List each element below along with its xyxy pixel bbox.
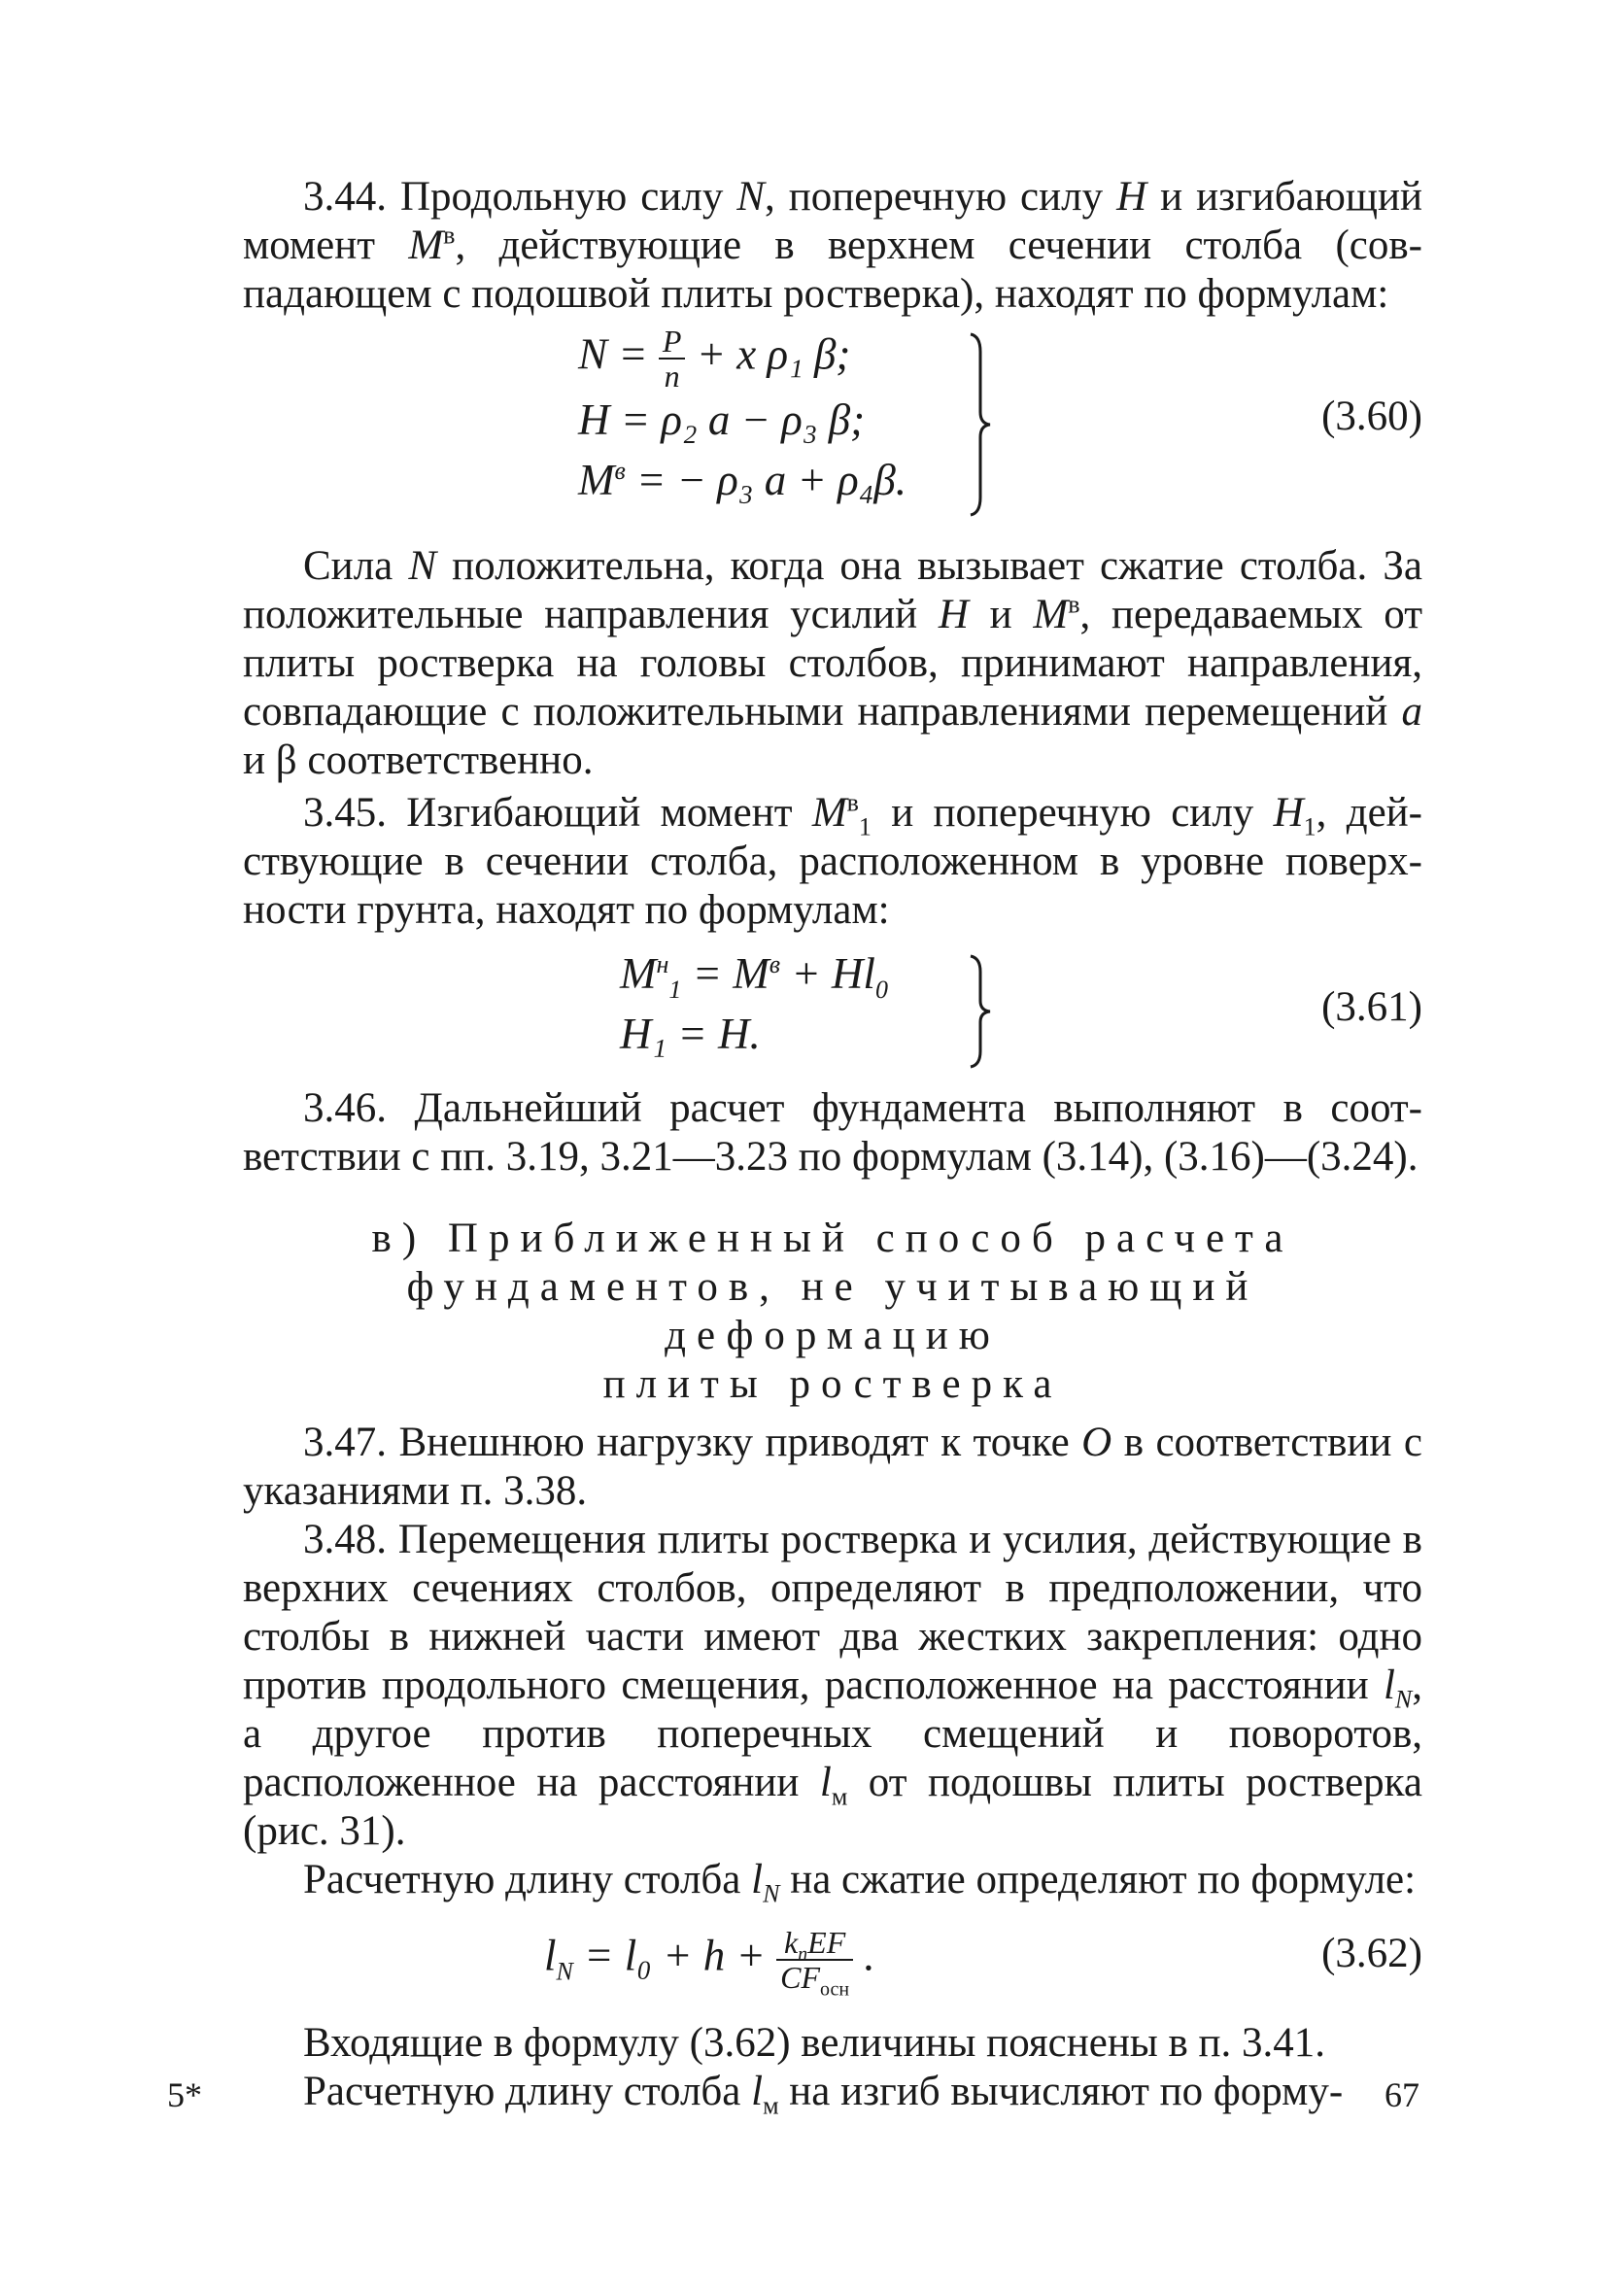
subscript: м bbox=[831, 1782, 848, 1811]
var-l: l bbox=[1383, 1662, 1395, 1708]
text-run: в соответствии с указаниями п. 3.38. bbox=[243, 1420, 1422, 1514]
equation-number: (3.61) bbox=[1321, 984, 1422, 1030]
equation-3-62 bbox=[243, 1912, 1422, 2019]
right-brace-icon bbox=[967, 954, 996, 1069]
signature-mark: 5* bbox=[167, 2075, 202, 2114]
var-l: l bbox=[751, 1857, 764, 1902]
text-run: , передаваемых от плиты ростверка на головы столбов, принимают направления, совпадающие с положительными направлениями перемещений bbox=[243, 592, 1422, 735]
heading-line: в) Приближенный способ расчета bbox=[371, 1216, 1294, 1261]
var-a: a bbox=[1401, 689, 1422, 735]
var-n: N bbox=[408, 543, 437, 589]
section-number: 3.45. bbox=[303, 790, 387, 836]
paragraph-explained: Входящие в формулу (3.62) величины пояснены в п. 3.41. bbox=[303, 2020, 1326, 2066]
var-h: H bbox=[1116, 174, 1147, 220]
text-run: Изгибающий момент bbox=[387, 790, 812, 836]
text-run: Расчетную длину столба bbox=[303, 1857, 752, 1902]
superscript: н bbox=[656, 950, 669, 978]
eq-term: + Hl bbox=[780, 949, 875, 998]
subscript: 1 bbox=[1303, 812, 1316, 841]
subscript: N bbox=[1394, 1685, 1413, 1714]
paragraph-3-44 bbox=[243, 173, 1422, 319]
fraction bbox=[659, 325, 686, 393]
text-run: Внешнюю нагрузку приводят к точке bbox=[387, 1420, 1082, 1465]
var-m: M bbox=[1033, 592, 1069, 637]
var-m: M bbox=[408, 223, 444, 268]
paragraph-force-sign bbox=[243, 542, 1422, 785]
paragraph-3-48 bbox=[243, 1516, 1422, 1856]
text-run: на изгиб вычисляют по форму- bbox=[778, 2069, 1344, 2114]
page-number: 67 bbox=[1385, 2075, 1419, 2114]
eq-lhs: l bbox=[544, 1931, 557, 1980]
equation-3-61 bbox=[243, 948, 1422, 1075]
equation-number: (3.60) bbox=[1321, 394, 1422, 439]
paragraph-bending-length bbox=[243, 2068, 1422, 2120]
paragraph-design-length bbox=[243, 1856, 1422, 1908]
fraction-denominator: n bbox=[664, 359, 680, 394]
text-run: и bbox=[968, 592, 1034, 637]
eq-term: = l₀ + h + bbox=[572, 1931, 777, 1980]
subscript: 1 bbox=[668, 976, 682, 1004]
var-n: N bbox=[736, 174, 765, 220]
text-run: и β соответственно. bbox=[243, 737, 594, 783]
equation-line-3 bbox=[578, 455, 906, 505]
eq-term: k bbox=[783, 1925, 799, 1960]
text-run: Перемещения плиты ростверка и усилия, действующие в верхних сечениях столбов, определяют в предположении, что столбы в нижней части имеют два жестких закрепления: одно против продольного смещения, расположенное на расстоянии bbox=[243, 1517, 1422, 1708]
paragraph-3-45 bbox=[243, 789, 1422, 935]
subscript: м bbox=[763, 2091, 779, 2120]
var-h: H bbox=[1273, 790, 1304, 836]
heading-line: плиты ростверка bbox=[602, 1361, 1063, 1407]
var-o: O bbox=[1081, 1420, 1112, 1465]
superscript: в bbox=[769, 950, 781, 978]
text-run: Сила bbox=[303, 543, 409, 589]
text-run: , а другое против поперечных смещений и поворотов, расположенное на расстоянии bbox=[243, 1662, 1422, 1805]
right-brace-icon bbox=[967, 332, 996, 517]
paragraph-3-47 bbox=[243, 1419, 1422, 1516]
superscript: в bbox=[443, 221, 456, 250]
text-run: Расчетную длину столба bbox=[303, 2069, 752, 2114]
eq-term: . bbox=[853, 1931, 875, 1980]
superscript: в bbox=[614, 457, 626, 485]
eq-term: M bbox=[620, 949, 657, 998]
text-run: Дальнейший расчет фундамента выполняют в соответствии с пп. 3.19, 3.21—3.23 по формулам (3.14), (3.16)—(3.24). bbox=[243, 1085, 1422, 1180]
text-run: от подошвы плиты ростверка (рис. 31). bbox=[243, 1760, 1422, 1854]
fraction bbox=[776, 1925, 853, 2001]
eq-lhs: M bbox=[578, 456, 615, 504]
subscript: п bbox=[798, 1943, 808, 1966]
eq-lhs: N bbox=[578, 329, 608, 379]
fraction-numerator: P bbox=[659, 325, 686, 360]
text-run: , действующие в сечении столба, расположенном в уровне поверхности грунта, находят по формулам: bbox=[243, 790, 1422, 933]
paragraph-3-46 bbox=[243, 1084, 1422, 1182]
var-m: M bbox=[811, 790, 847, 836]
equation-line-1: N = $\frac{P}{n}$ + x ρ₁ β; bbox=[578, 324, 851, 394]
text-run: на сжатие определяют по формуле: bbox=[779, 1857, 1417, 1902]
section-heading bbox=[243, 1215, 1422, 1409]
subscript: 0 bbox=[874, 976, 888, 1004]
eq-rest: + x ρ₁ β; bbox=[685, 329, 851, 379]
var-l: l bbox=[751, 2069, 764, 2114]
subscript: N bbox=[556, 1957, 573, 1986]
text-run: и изгибающий момент bbox=[243, 174, 1422, 268]
text-run: и поперечную силу bbox=[871, 790, 1274, 836]
text-run: , действующие в верхнем сечении столба (совпадающем с подошвой плиты ростверка), находят по формулам: bbox=[243, 223, 1422, 317]
equation-line-1 bbox=[620, 948, 888, 1004]
superscript: в bbox=[846, 788, 859, 817]
equation-line bbox=[544, 1925, 875, 2001]
section-number: 3.44. bbox=[303, 174, 387, 220]
fraction-numerator bbox=[776, 1925, 853, 1966]
equation-number: (3.62) bbox=[1321, 1931, 1422, 1976]
subscript: 1 bbox=[858, 812, 872, 841]
var-h: H bbox=[938, 592, 969, 637]
section-number: 3.48. bbox=[303, 1517, 387, 1562]
var-l: l bbox=[819, 1760, 832, 1805]
section-number: 3.47. bbox=[303, 1420, 387, 1465]
eq-term: = M bbox=[681, 949, 769, 998]
eq-term: EF bbox=[807, 1925, 846, 1960]
text-run: , поперечную силу bbox=[764, 174, 1117, 220]
eq-term: CF bbox=[780, 1960, 820, 1995]
eq-rest: = − ρ₃ a + ρ₄β. bbox=[625, 456, 907, 504]
subscript: N bbox=[763, 1879, 780, 1908]
fraction-denominator bbox=[776, 1960, 853, 2001]
text-run: Продольную силу bbox=[387, 174, 737, 220]
page-content bbox=[243, 173, 1422, 2120]
subscript: осн bbox=[820, 1978, 850, 2001]
text-run: положительна, когда она вызывает сжатие столба. За положительные направления усилий bbox=[243, 543, 1422, 637]
superscript: в bbox=[1068, 590, 1080, 619]
equation-3-60 bbox=[243, 325, 1422, 529]
heading-line: фундаментов, не учитывающий деформацию bbox=[406, 1264, 1259, 1358]
equation-line-2: H₁ = H. bbox=[620, 1010, 761, 1058]
equation-line-2: H = ρ₂ a − ρ₃ β; bbox=[578, 395, 866, 444]
section-number: 3.46. bbox=[303, 1085, 387, 1131]
